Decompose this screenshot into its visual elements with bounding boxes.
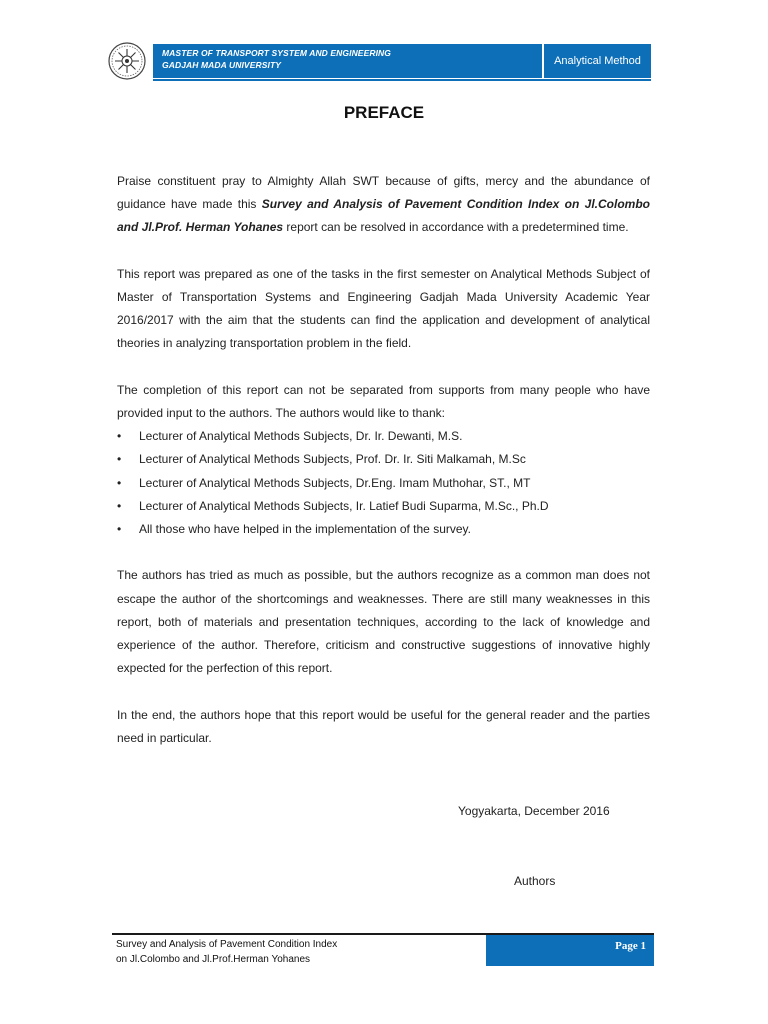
- header-bar: [153, 44, 651, 78]
- footer-page-box: [486, 935, 654, 966]
- intro-text-after: report can be resolved in accordance with a predetermined time.: [283, 220, 629, 235]
- paragraph-closing: In the end, the authors hope that this report would be useful for the general reader and the parties need in particular.: [117, 707, 650, 745]
- signature: Authors: [514, 874, 556, 888]
- footer-line2: on Jl.Colombo and Jl.Prof.Herman Yohanes: [116, 954, 311, 965]
- header-title-line1: MASTER OF TRANSPORT SYSTEM AND ENGINEERING: [162, 48, 391, 58]
- footer-report-title: [116, 937, 337, 967]
- paragraph-limitations: The authors has tried as much as possible, but the authors recognize as a common man does not escape the author of the shortcomings and weaknesses. There are still many weaknesses in this report, both of materials and presentation techniques, according to the lack of knowledge and experience of the author. Therefore, criticism and constructive suggestions of innovative highly expected for the perfection of this report.: [117, 568, 650, 676]
- list-item: • Lecturer of Analytical Methods Subjects, Ir. Latief Budi Suparma, M.Sc., Ph.D: [117, 495, 650, 518]
- page-header: [106, 41, 654, 81]
- university-seal-icon: [106, 41, 148, 81]
- list-item: • Lecturer of Analytical Methods Subjects, Dr.Eng. Imam Muthohar, ST., MT: [117, 472, 650, 495]
- list-item: • All those who have helped in the implementation of the survey.: [117, 518, 650, 541]
- paragraph-thanks-intro: The completion of this report can not be separated from supports from many people who have provided input to the authors. The authors would like to thank:: [117, 382, 650, 420]
- header-course-label: Analytical Method: [554, 55, 641, 67]
- paragraph-purpose: This report was prepared as one of the tasks in the first semester on Analytical Methods Subject of Master of Transportation Systems and Engineering Gadjah Mada University Academic Year 2016/2017 with the aim that the students can find the application and development of analytical theories in analyzing transportation problem in the field.: [117, 266, 650, 351]
- thanks-list: [117, 425, 650, 541]
- list-item: • Lecturer of Analytical Methods Subjects, Prof. Dr. Ir. Siti Malkamah, M.Sc: [117, 448, 650, 471]
- page-number: Page 1: [615, 940, 646, 952]
- place-date: Yogyakarta, December 2016: [458, 804, 610, 818]
- header-underline: [153, 79, 651, 81]
- intro-text-before: Praise constituent pray to Almighty Allah SWT because of gifts, mercy and the abundance of guidance have made this: [117, 174, 650, 212]
- header-title-line2: GADJAH MADA UNIVERSITY: [162, 60, 282, 70]
- preface-body: [117, 170, 650, 750]
- footer-line1: Survey and Analysis of Pavement Condition Index: [116, 939, 338, 950]
- page-title: PREFACE: [343, 103, 425, 122]
- header-title: [162, 47, 391, 71]
- paragraph-intro: [117, 170, 650, 240]
- list-item: • Lecturer of Analytical Methods Subjects, Dr. Ir. Dewanti, M.S.: [117, 425, 650, 448]
- report-title-emphasis: Survey and Analysis of Pavement Condition Index on Jl.Colombo and Jl.Prof. Herman Yohanes: [117, 197, 650, 235]
